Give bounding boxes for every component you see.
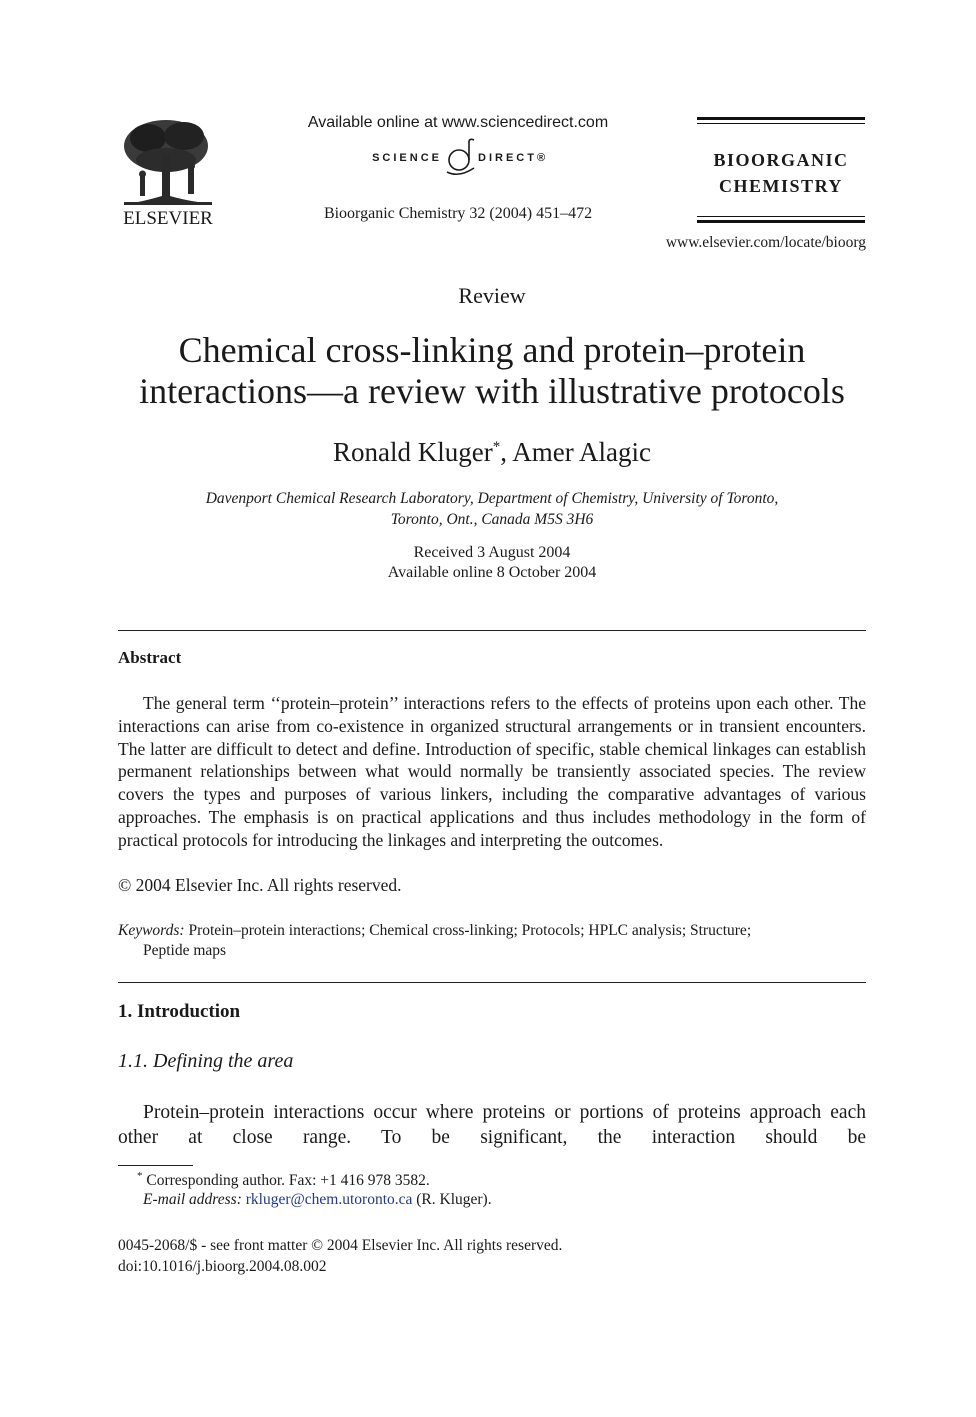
journal-brand-line: CHEMISTRY [719,176,843,196]
sciencedirect-direct-text: DIRECT® [478,152,549,164]
keywords [118,921,866,961]
sciencedirect-science-text: SCIENCE [372,152,442,164]
abstract-copyright: © 2004 Elsevier Inc. All rights reserved. [118,875,402,895]
keywords-label: Keywords: [118,922,185,939]
journal-citation: Bioorganic Chemistry 32 (2004) 451–472 [323,205,593,222]
doi-link[interactable]: doi:10.1016/j.bioorg.2004.08.002 [118,1258,327,1275]
journal-brand [697,147,865,199]
email-link[interactable]: rkluger@chem.utoronto.ca [245,1191,413,1208]
footnote-text: Corresponding author. Fax: +1 416 978 3582. [146,1172,430,1190]
footnote-corresponding [137,1170,430,1190]
received-date: Received 3 August 2004 [413,544,571,561]
keywords-text: Protein–protein interactions; Chemical cross-linking; Protocols; HPLC analysis; Structure; [188,922,752,939]
abstract-text: The general term ‘‘protein–protein’’ interactions refers to the effects of proteins upon each other. The interactions can arise from co-existence in organized structural arrangements or in transient encounters. The latter are difficult to detect and define. Introduction of specific, stable chemical linkages can establish permanent relationships between what would normally be transiently associated species. The review covers the types and purposes of various linkers, including the comparative advantages of various approaches. The emphasis is on practical applications and thus includes methodology in the form of practical protocols for introducing the linkages and interpreting the outcomes. [118,693,866,850]
corresponding-author-mark[interactable]: * [492,439,501,455]
brand-rule [697,220,865,223]
body-paragraph: Protein–protein interactions occur where proteins or portions of proteins approach each other at close range. To be significant, the interaction should be [118,1102,866,1148]
author-name: Ronald Kluger [333,437,493,467]
email-label: E-mail address: [143,1191,242,1208]
section-heading: 1. Introduction [118,1001,241,1022]
journal-brand-line: BIOORGANIC [713,150,849,170]
subsection-heading: 1.1. Defining the area [118,1050,294,1072]
footnote-mark: * [137,1170,143,1182]
elsevier-tree-icon [118,116,218,228]
brand-rule [697,123,865,124]
section-divider [118,630,866,631]
available-online-text: Available online at www.sciencedirect.com [307,114,609,131]
article-title-line: Chemical cross-linking and protein–protein [178,330,806,370]
section-divider [118,982,866,983]
publisher-name: ELSEVIER [123,208,213,228]
affiliation-line: Toronto, Ont., Canada M5S 3H6 [390,511,594,528]
online-date: Available online 8 October 2004 [387,564,597,581]
abstract-heading: Abstract [118,648,182,667]
keywords-text: Peptide maps [143,942,227,959]
footnote-rule [118,1165,193,1166]
affiliation [118,488,866,530]
brand-rule [697,117,865,120]
author-name: , Amer Alagic [500,437,651,467]
elsevier-logo [118,116,218,228]
brand-rule [697,216,865,217]
journal-site-link[interactable]: www.elsevier.com/locate/bioorg [665,234,866,251]
affiliation-line: Davenport Chemical Research Laboratory, Department of Chemistry, University of Toronto, [205,490,779,507]
author-list [0,437,976,468]
article-type: Review [458,283,526,308]
email-suffix: (R. Kluger). [416,1191,492,1208]
article-title [100,330,884,412]
sciencedirect-d-icon [447,139,474,174]
footnote-email [143,1191,492,1209]
issn-line: 0045-2068/$ - see front matter © 2004 Elsevier Inc. All rights reserved. [118,1237,563,1254]
article-dates [0,543,976,583]
sciencedirect-logo [262,138,654,178]
article-title-line: interactions—a review with illustrative protocols [139,371,845,411]
